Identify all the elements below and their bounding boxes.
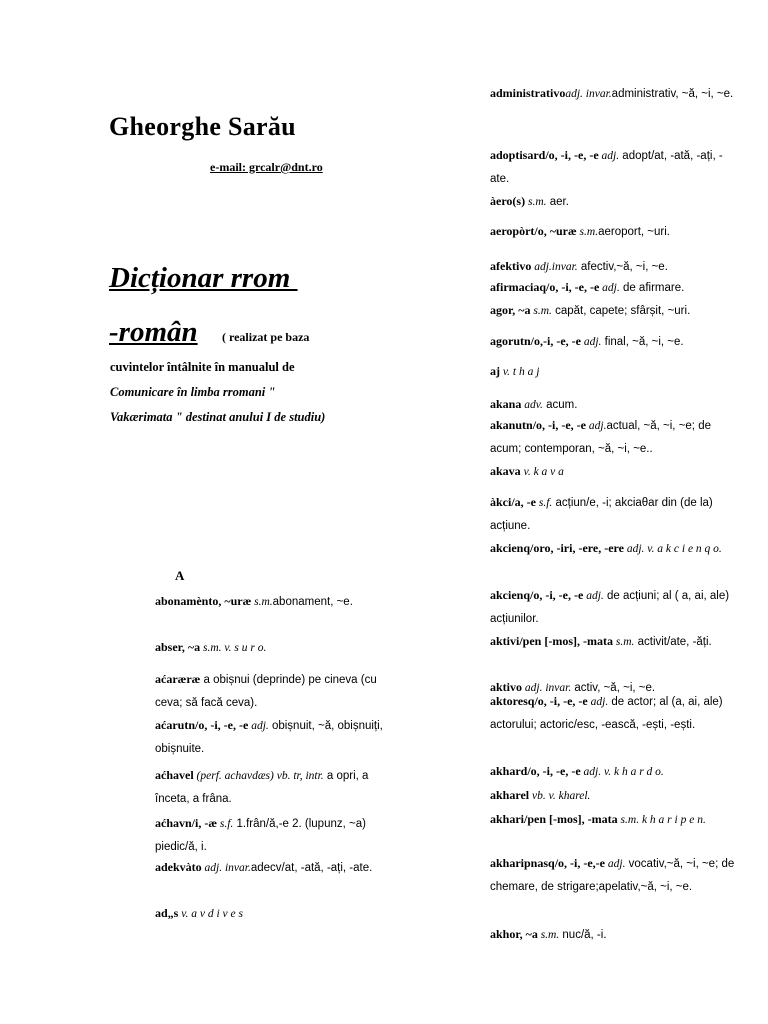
dictionary-entry <box>490 360 738 384</box>
entry-definition: de afirmare. <box>619 282 685 294</box>
entry-grammar: adj. <box>583 590 604 602</box>
entry-grammar: adj. v. k h a r d o. <box>580 766 664 778</box>
dictionary-title-line1: Dicționar rrom <box>109 262 298 294</box>
entry-grammar: adj. invar. <box>201 862 251 874</box>
dictionary-entry <box>155 902 395 926</box>
entry-headword: abser, ~a <box>155 640 201 654</box>
entry-grammar: adj. <box>586 420 607 432</box>
dictionary-entry <box>490 537 738 561</box>
dictionary-entry <box>155 714 395 761</box>
entry-headword: akhard/o, -i, -e, -e <box>490 764 581 778</box>
entry-definition: administrativ, ~ă, ~i, ~e. <box>611 88 734 100</box>
entry-definition: aeroport, ~uri. <box>598 226 670 238</box>
title-note-line4: Vakærimata " destinat anului I de studiu) <box>110 410 326 424</box>
entry-headword: aj <box>490 364 500 378</box>
author-name: Gheorghe Sarău <box>109 112 296 141</box>
entry-grammar: adj. invar. <box>522 682 572 694</box>
entry-headword: akana <box>490 397 522 411</box>
dictionary-entry <box>490 190 738 214</box>
entry-grammar: v. k a v a <box>520 466 564 478</box>
entry-definition: adecv/at, -ată, -ați, -ate. <box>250 862 373 874</box>
entry-headword: àkci/a, -e <box>490 495 536 509</box>
entry-grammar: v. t h a j <box>500 366 540 378</box>
dictionary-entry <box>155 636 395 660</box>
entry-definition: activ, ~ă, ~i, ~e. <box>571 682 656 694</box>
dictionary-entry <box>155 812 395 859</box>
dictionary-entry <box>490 630 738 654</box>
entry-definition: adopt/at, -ată, -ați, -ate. <box>490 150 723 185</box>
entry-headword: aćarutn/o, -i, -e, -e <box>155 718 249 732</box>
entry-definition: vocativ,~ă, ~i, ~e; de chemare, de strigare;apelativ,~ă, ~i, ~e. <box>490 858 735 893</box>
entry-headword: akharel <box>490 788 530 802</box>
entry-headword: àero(s) <box>490 194 526 208</box>
entry-headword: akcienq/oro, -iri, -ere, -ere <box>490 541 624 555</box>
dictionary-entry <box>490 299 738 323</box>
entry-grammar: s.m. <box>576 226 599 238</box>
dictionary-entry <box>490 460 738 484</box>
entry-grammar: adj. <box>598 150 620 162</box>
entry-grammar: adj.invar. <box>531 261 578 273</box>
title-note-line2: cuvintelor întâlnite în manualul de <box>110 360 295 374</box>
entry-grammar: s.m. <box>537 929 560 941</box>
entry-headword: ad„s <box>155 906 179 920</box>
entry-definition: a opri, a înceta, a frâna. <box>155 770 369 805</box>
dictionary-entry <box>490 808 738 832</box>
entry-grammar: adj. <box>248 720 269 732</box>
dictionary-entry <box>490 491 738 538</box>
section-letter: A <box>175 568 185 583</box>
entry-grammar: adj. <box>580 336 602 348</box>
entry-headword: aćhavel <box>155 768 194 782</box>
dictionary-entry <box>490 144 738 191</box>
dictionary-entry <box>490 220 738 244</box>
dictionary-entry <box>155 668 395 715</box>
author-email: e-mail: grcalr@dnt.ro <box>210 160 323 174</box>
title-note-line3: Comunicare în limba rromani " <box>110 385 276 399</box>
entry-definition: de acțiuni; al ( a, ai, ale) acțiunilor. <box>490 590 730 625</box>
dictionary-entry <box>490 276 738 300</box>
entry-definition: 1.frân/ă,-e 2. (lupunz, ~a) piedic/ă, i. <box>155 818 366 853</box>
dictionary-entry <box>155 590 395 614</box>
entry-headword: afirmaciaq/o, -i, -e, -e <box>490 280 600 294</box>
entry-headword: akhari/pen [-mos], -mata <box>490 812 618 826</box>
entry-grammar: s.m. k h a r i p e n. <box>617 814 706 826</box>
dictionary-title-line2: -român <box>109 316 198 348</box>
entry-headword: aktivo <box>490 680 523 694</box>
entry-grammar: adj. <box>587 696 609 708</box>
entry-headword: akharipnasq/o, -i, -e,-e <box>490 856 606 870</box>
dictionary-entry <box>490 784 738 808</box>
entry-grammar: adv. <box>521 399 543 411</box>
entry-headword: administrativo <box>490 86 566 100</box>
dictionary-entry <box>490 923 738 947</box>
entry-headword: akava <box>490 464 521 478</box>
entry-definition: acum. <box>542 399 578 411</box>
entry-headword: aeropòrt/o, ~uræ <box>490 224 577 238</box>
entry-grammar: v. a v d i v e s <box>178 908 243 920</box>
entry-definition: capăt, capete; sfârșit, ~uri. <box>551 305 691 317</box>
entry-headword: adoptisard/o, -i, -e, -e <box>490 148 599 162</box>
entry-headword: agorutn/o,-i, -e, -e <box>490 334 581 348</box>
entry-headword: aćhavn/i, -æ <box>155 816 218 830</box>
entry-headword: adekvàto <box>155 860 202 874</box>
entry-definition: actual, ~ă, ~i, ~e; de acum; contemporan, ~ă, ~i, ~e.. <box>490 420 711 455</box>
entry-definition: final, ~ă, ~i, ~e. <box>601 336 684 348</box>
entry-headword: aćaræræ <box>155 672 201 686</box>
entry-grammar: adj. <box>605 858 626 870</box>
dictionary-entry <box>490 584 738 631</box>
entry-definition: nuc/ă, -i. <box>559 929 607 941</box>
entry-grammar: s.m. v. s u r o. <box>200 642 267 654</box>
dictionary-entry <box>490 760 738 784</box>
entry-grammar: adj. v. a k c i e n q o. <box>623 543 722 555</box>
entry-headword: akhor, ~a <box>490 927 538 941</box>
entry-headword: afektivo <box>490 259 532 273</box>
entry-definition: afectiv,~ă, ~i, ~e. <box>577 261 668 273</box>
entry-headword: agor, ~a <box>490 303 531 317</box>
entry-definition: de actor; al (a, ai, ale) actorului; actoric/esc, -ească, -ești, -ești. <box>490 696 723 731</box>
entry-definition: abonament, ~e. <box>272 596 353 608</box>
entry-definition: obișnuit, ~ă, obișnuiți, obișnuite. <box>155 720 383 755</box>
entry-grammar: s.f. <box>536 497 553 509</box>
dictionary-entry <box>490 414 738 461</box>
dictionary-entry <box>490 82 738 106</box>
entry-headword: aktivi/pen [-mos], -mata <box>490 634 613 648</box>
entry-grammar: s.m. <box>613 636 635 648</box>
entry-grammar: vb. v. kharel. <box>529 790 591 802</box>
entry-grammar: adj. invar. <box>565 88 612 100</box>
entry-headword: abonamènto, ~uræ <box>155 594 252 608</box>
entry-headword: aktoresq/o, -i, -e, -e <box>490 694 588 708</box>
dictionary-entry <box>490 690 738 737</box>
entry-definition: aer. <box>546 196 569 208</box>
entry-grammar: s.f. <box>217 818 234 830</box>
dictionary-entry <box>155 764 395 811</box>
entry-headword: akanutn/o, -i, -e, -e <box>490 418 586 432</box>
entry-definition: a obișnui (deprinde) pe cineva (cu ceva; să facă ceva). <box>155 674 377 709</box>
entry-definition: activit/ate, -ăți. <box>634 636 712 648</box>
entry-headword: akcienq/o, -i, -e, -e <box>490 588 584 602</box>
entry-grammar: (perf. achavdæs) vb. tr, intr. <box>193 770 324 782</box>
entry-grammar: adj. <box>599 282 620 294</box>
title-note-line1: ( realizat pe baza <box>222 330 310 344</box>
entry-grammar: s.m. <box>251 596 273 608</box>
entry-grammar: s.m. <box>525 196 547 208</box>
entry-definition: acțiun/e, -i; akciaθar din (de la) acțiune. <box>490 497 713 532</box>
dictionary-entry <box>155 856 395 880</box>
dictionary-entry <box>490 330 738 354</box>
entry-grammar: s.m. <box>530 305 552 317</box>
dictionary-entry <box>490 852 738 899</box>
